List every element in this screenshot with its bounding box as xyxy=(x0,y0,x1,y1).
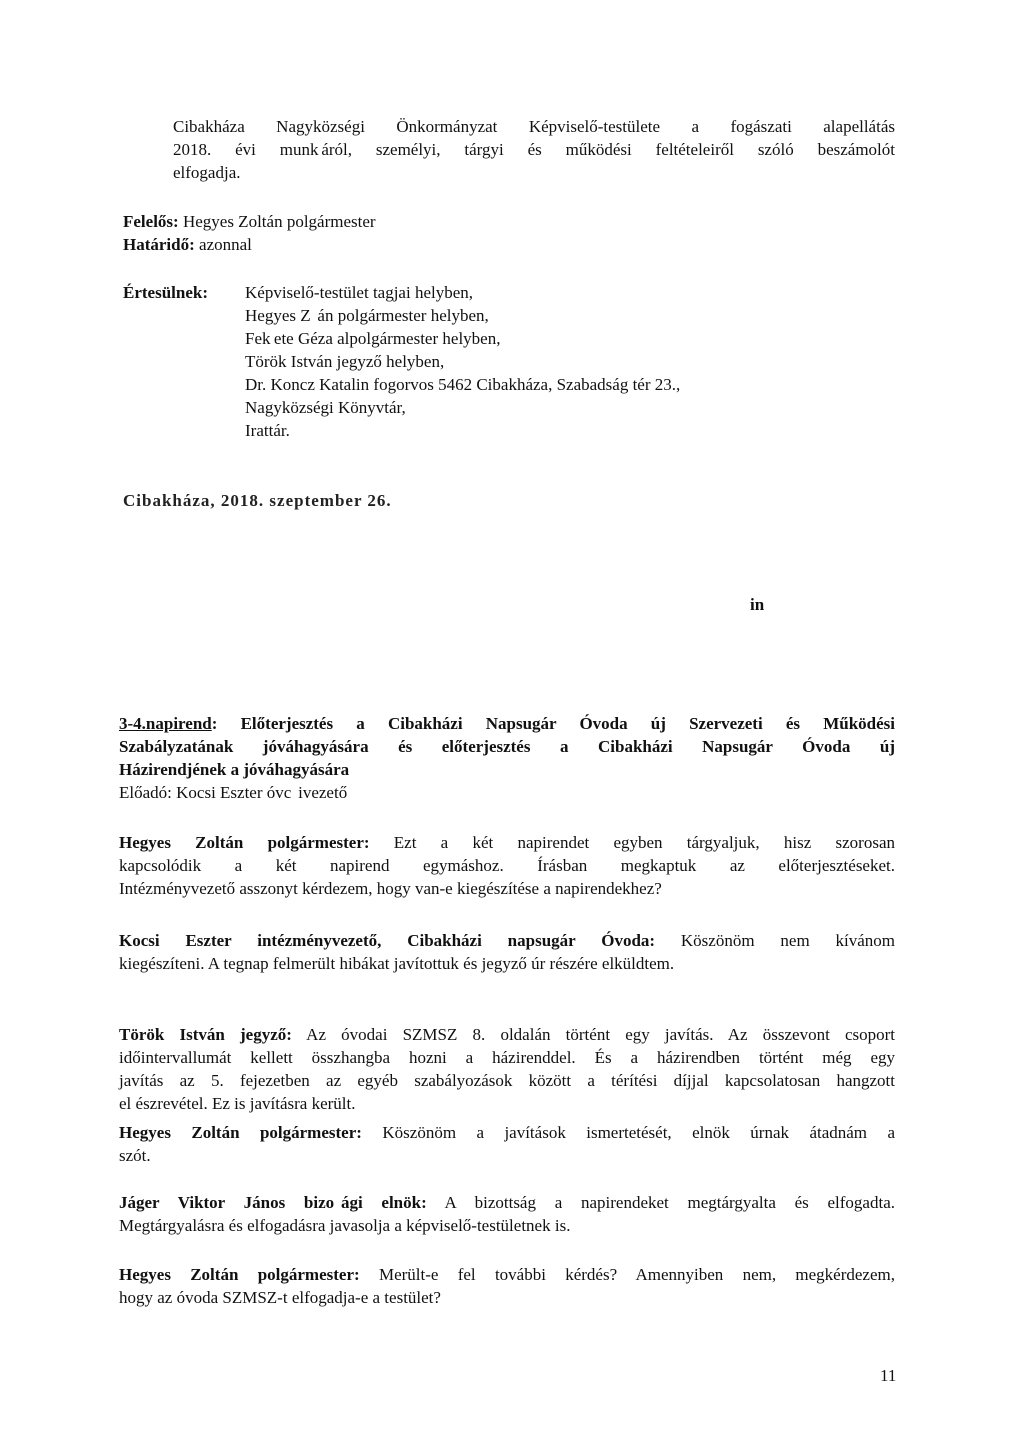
notify-item: Nagyközségi Könyvtár, xyxy=(245,398,406,417)
speech-line: kapcsolódik a két napirend egymáshoz. Írásban megkaptuk az előterjesztéseket. xyxy=(119,856,895,875)
speech-line: el észrevétel. Ez is javításra került. xyxy=(119,1094,356,1113)
notify-label: Értesülnek: xyxy=(123,283,208,302)
speech-line: kiegészíteni. A tegnap felmerült hibákat javítottuk és jegyző úr részére elküldtem. xyxy=(119,954,675,973)
notify-item: Dr. Koncz Katalin fogorvos 5462 Cibakháza, Szabadság tér 23., xyxy=(245,375,681,394)
speech-paragraph: Hegyes Zoltán polgármester: Köszönöm a javítások ismertetését, elnök úrnak átadnám a xyxy=(119,1123,895,1142)
agenda-title-line-3: Házirendjének a jóváhagyására xyxy=(119,760,350,779)
deadline-value: azonnal xyxy=(199,235,252,254)
speaker-name: Jáger Viktor János bizo ági elnök: xyxy=(119,1193,427,1212)
deadline-row xyxy=(123,235,252,255)
agenda-number: 3-4.napirend xyxy=(119,714,212,733)
notify-item: Irattár. xyxy=(245,421,290,440)
speaker-name: Hegyes Zoltán polgármester: xyxy=(119,833,370,852)
resolution-line-2: 2018. évi munk áról, személyi, tárgyi és működési feltételeiről szóló beszámolót xyxy=(173,140,895,159)
resolution-line-1: Cibakháza Nagyközségi Önkormányzat Képviselő-testülete a fogászati alapellátás xyxy=(173,117,895,136)
page-number: 11 xyxy=(880,1366,897,1385)
speech-line: hogy az óvoda SZMSZ-t elfogadja-e a testület? xyxy=(119,1288,441,1307)
resolution-line-3: elfogadja. xyxy=(173,163,241,182)
speaker-name: Hegyes Zoltán polgármester: xyxy=(119,1123,362,1142)
speech-paragraph: Kocsi Eszter intézményvezető, Cibakházi napsugár Óvoda: Köszönöm nem kívánom xyxy=(119,931,895,950)
agenda-presenter: Előadó: Kocsi Eszter óvc ivezető xyxy=(119,783,348,802)
speaker-name: Hegyes Zoltán polgármester: xyxy=(119,1265,360,1284)
notify-item: Hegyes Z án polgármester helyben, xyxy=(245,306,489,325)
speech-paragraph: Jáger Viktor János bizo ági elnök: A bizottság a napirendeket megtárgyalta és elfogadta. xyxy=(119,1193,896,1212)
speech-line: Intézményvezető asszonyt kérdezem, hogy van-e kiegészítése a napirendekhez? xyxy=(119,879,662,898)
responsible-value: Hegyes Zoltán polgármester xyxy=(182,212,376,231)
date-line: Cibakháza, 2018. szeptember 26. xyxy=(123,491,392,510)
speech-line: szót. xyxy=(119,1146,151,1165)
responsible-row xyxy=(123,212,376,232)
speaker-name: Török István jegyző: xyxy=(119,1025,292,1044)
agenda-title-line-2: Szabályzatának jóváhagyására és előterjesztés a Cibakházi Napsugár Óvoda új xyxy=(119,737,895,756)
notify-item: Fek ete Géza alpolgármester helyben, xyxy=(245,329,501,348)
speech-line: javítás az 5. fejezetben az egyéb szabályozások között a térítési díjjal kapcsolatosan hangzott xyxy=(119,1071,895,1090)
notify-item: Képviselő-testület tagjai helyben, xyxy=(245,283,474,302)
signature-fragment: in xyxy=(750,595,765,614)
speech-line: Megtárgyalásra és elfogadásra javasolja a képviselő-testületnek is. xyxy=(119,1216,571,1235)
agenda-title-line-1: 3-4.napirend: Előterjesztés a Cibakházi Napsugár Óvoda új Szervezeti és Működési xyxy=(119,714,895,733)
speech-paragraph: Hegyes Zoltán polgármester: Ezt a két napirendet egyben tárgyaljuk, hisz szorosan xyxy=(119,833,895,852)
notify-item: Török István jegyző helyben, xyxy=(245,352,445,371)
deadline-label: Határidő: xyxy=(123,235,195,254)
speech-line: időintervallumát kellett összhangba hozni a házirenddel. És a házirendben történt még egy xyxy=(119,1048,895,1067)
speaker-name: Kocsi Eszter intézményvezető, Cibakházi napsugár Óvoda: xyxy=(119,931,656,950)
speech-paragraph: Hegyes Zoltán polgármester: Merült-e fel további kérdés? Amennyiben nem, megkérdezem, xyxy=(119,1265,895,1284)
speech-paragraph: Török István jegyző: Az óvodai SZMSZ 8. oldalán történt egy javítás. Az összevont csoport xyxy=(119,1025,896,1044)
responsible-label: Felelős: xyxy=(123,212,179,231)
